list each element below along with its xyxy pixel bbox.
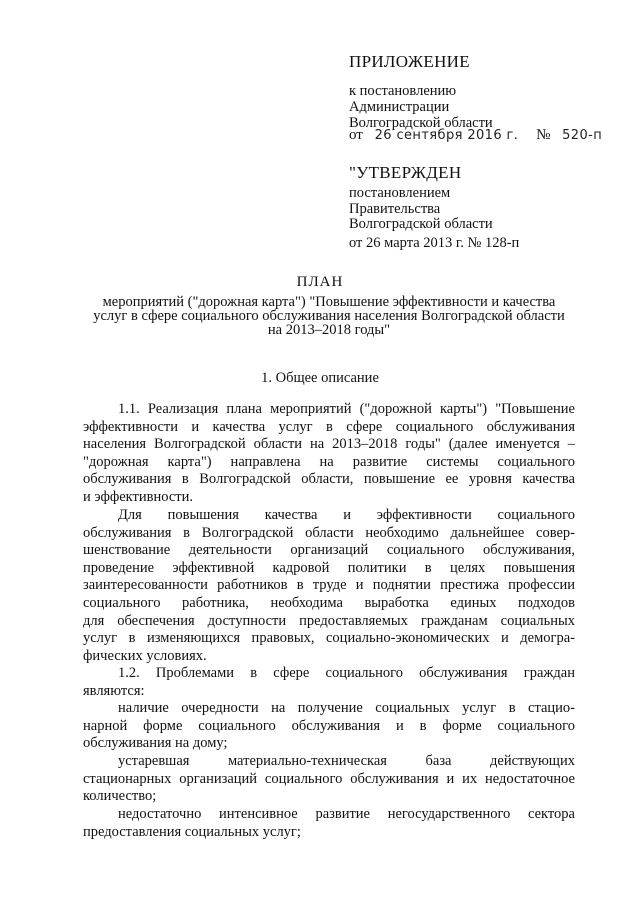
section-title: 1. Общее описание <box>261 370 379 386</box>
text-line: устаревшая материально-техническая база действующих <box>118 753 575 769</box>
plan-subtitle-1: мероприятий ("дорожная карта") "Повышение эффективности и качества <box>102 294 556 310</box>
plan-title: ПЛАН <box>296 274 344 290</box>
text-line: стационарных организаций социального обслуживания и их недостаточное <box>83 770 575 787</box>
text-line: обслуживания в Волгоградской области, повышение ее уровня качества <box>83 471 575 488</box>
text-line: 1.1. Реализация плана мероприятий ("дорожной карты") "Повышение <box>118 401 575 417</box>
text-line: являются: <box>83 682 145 699</box>
text-line: наличие очередности на получение социальных услуг в стацио- <box>118 700 575 716</box>
text-line: обслуживания в Волгоградской области необходимо дальнейшее совер- <box>83 524 575 541</box>
number-sign: № <box>536 127 551 143</box>
text-line: Для повышения качества и эффективности социального <box>118 507 575 523</box>
text-line: шенствование деятельности организаций социального обслуживания, <box>83 542 575 559</box>
text-line: нарной форме социального обслуживания и в форме социального <box>83 717 575 734</box>
text-line: "дорожная карта") направлена на развитие системы социального <box>83 453 575 470</box>
paragraph-1-1 <box>83 401 575 507</box>
text-line: недостаточно интенсивное развитие негосударственного сектора <box>118 806 575 822</box>
text-line: населения Волгоградской области на 2013–2018 годы" (далее именуется – <box>83 436 575 453</box>
date-value: 26 сентября 2016 г. <box>374 128 519 143</box>
text-line: эффективности и качества услуг в сфере социального обслуживания <box>83 418 575 435</box>
text-line: количество; <box>83 788 157 805</box>
appendix-line-2: Администрации <box>349 99 450 115</box>
plan-subtitle-3: на 2013–2018 годы" <box>267 322 391 338</box>
text-line: предоставления социальных услуг; <box>83 823 301 840</box>
text-line: социального работника, необходима выработка единых подходов <box>83 594 575 611</box>
approved-title: "УТВЕРЖДЕН <box>349 163 462 182</box>
text-line: 1.2. Проблемами в сфере социального обслуживания граждан <box>118 665 575 681</box>
text-line: фических условиях. <box>83 647 207 664</box>
approved-line-3: Волгоградской области <box>349 216 493 232</box>
approved-line-2: Правительства <box>349 201 441 217</box>
appendix-line-1: к постановлению <box>349 83 457 99</box>
text-line: обслуживания на дому; <box>83 735 228 752</box>
approved-line-1: постановлением <box>349 185 451 201</box>
appendix-date-line <box>349 127 602 144</box>
text-line: и эффективности. <box>83 488 193 505</box>
number-value: 520-п <box>562 128 603 143</box>
paragraph-outdated <box>83 753 575 806</box>
paragraph-1-2 <box>83 665 575 700</box>
appendix-title: ПРИЛОЖЕНИЕ <box>349 52 470 71</box>
approved-line-4: от 26 марта 2013 г. № 128-п <box>349 235 520 251</box>
text-line: заинтересованности работников в труде и поднятии престижа профессии <box>83 577 575 594</box>
paragraph-nongov <box>83 806 575 841</box>
plan-subtitle-2: услуг в сфере социального обслуживания населения Волгоградской области <box>93 308 565 324</box>
paragraph-queue <box>83 700 575 753</box>
paragraph-quality <box>83 507 575 665</box>
text-line: для обеспечения доступности предоставляемых гражданам социальных <box>83 612 575 629</box>
appendix-line-3: Волгоградской области <box>349 115 493 131</box>
text-line: проведение эффективной кадровой политики в целях повышения <box>83 559 575 576</box>
text-line: услуг в изменяющихся правовых, социально-экономических и демогра- <box>83 630 575 647</box>
date-prefix: от <box>349 127 363 143</box>
